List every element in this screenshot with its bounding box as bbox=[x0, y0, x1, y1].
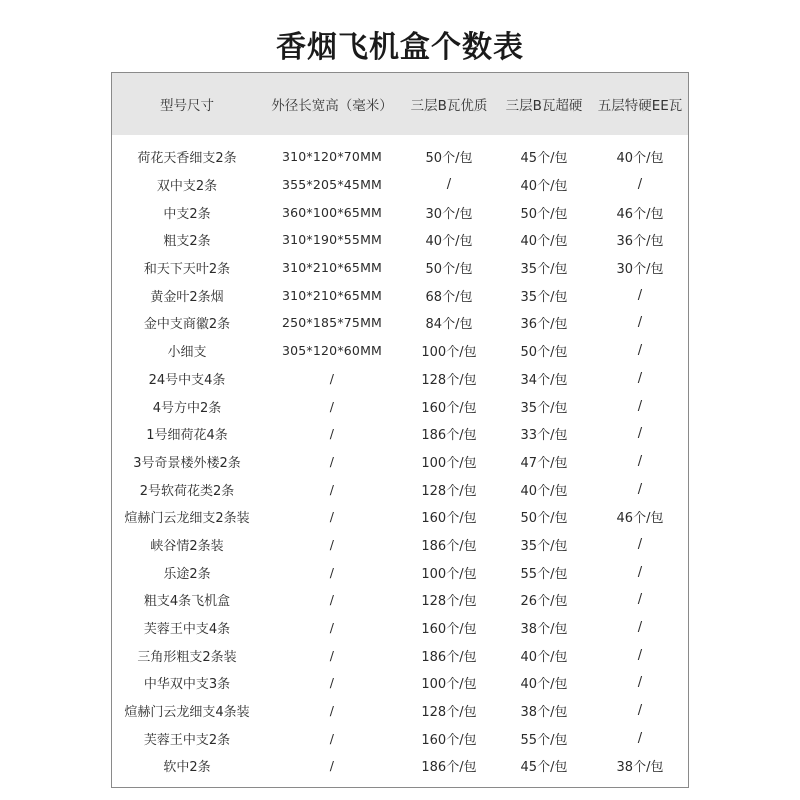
cell-model-size: 小细支 bbox=[167, 345, 207, 361]
cell-model-size: 芙蓉王中支4条 bbox=[143, 622, 231, 638]
cell-3-layer-b-premium: / bbox=[446, 177, 452, 193]
page-title: 香烟飞机盒个数表 bbox=[276, 30, 524, 65]
table-row bbox=[112, 198, 688, 226]
table-row bbox=[112, 531, 688, 559]
cell-3-layer-b-extra-hard: 50个/包 bbox=[520, 206, 568, 222]
cell-outer-dimensions: / bbox=[329, 481, 335, 497]
cell-5-layer-ee-extra-hard: / bbox=[637, 620, 643, 636]
cell-5-layer-ee-extra-hard: / bbox=[637, 675, 643, 691]
table-row bbox=[112, 309, 688, 337]
table-row bbox=[112, 254, 688, 282]
cell-outer-dimensions: / bbox=[329, 647, 335, 663]
cell-5-layer-ee-extra-hard: / bbox=[637, 426, 643, 442]
cell-3-layer-b-extra-hard: 33个/包 bbox=[520, 428, 568, 444]
cell-3-layer-b-extra-hard: 40个/包 bbox=[520, 234, 568, 250]
table-row bbox=[112, 724, 688, 752]
cell-3-layer-b-premium: 100个/包 bbox=[421, 345, 477, 361]
cell-3-layer-b-extra-hard: 34个/包 bbox=[520, 372, 568, 388]
cell-5-layer-ee-extra-hard: / bbox=[637, 536, 643, 552]
cell-3-layer-b-premium: 186个/包 bbox=[421, 538, 477, 554]
cell-outer-dimensions: / bbox=[329, 758, 335, 774]
cell-5-layer-ee-extra-hard: / bbox=[637, 177, 643, 193]
cell-outer-dimensions: / bbox=[329, 620, 335, 636]
cell-5-layer-ee-extra-hard: 38个/包 bbox=[616, 760, 664, 776]
cell-3-layer-b-premium: 30个/包 bbox=[425, 206, 473, 222]
cell-3-layer-b-premium: 100个/包 bbox=[421, 455, 477, 471]
cell-5-layer-ee-extra-hard: / bbox=[637, 343, 643, 359]
cell-3-layer-b-extra-hard: 38个/包 bbox=[520, 705, 568, 721]
cell-outer-dimensions: / bbox=[329, 398, 335, 414]
cell-model-size: 中支2条 bbox=[163, 206, 211, 222]
header-model-size: 型号尺寸 bbox=[160, 98, 214, 114]
cell-3-layer-b-extra-hard: 45个/包 bbox=[520, 151, 568, 167]
cell-3-layer-b-premium: 84个/包 bbox=[425, 317, 473, 333]
cell-3-layer-b-premium: 186个/包 bbox=[421, 649, 477, 665]
cell-3-layer-b-extra-hard: 35个/包 bbox=[520, 400, 568, 416]
cell-outer-dimensions: / bbox=[329, 564, 335, 580]
cell-3-layer-b-premium: 50个/包 bbox=[425, 151, 473, 167]
cell-3-layer-b-premium: 186个/包 bbox=[421, 760, 477, 776]
cell-outer-dimensions: 310*120*70MM bbox=[281, 149, 383, 165]
cell-model-size: 乐途2条 bbox=[163, 566, 211, 582]
cell-5-layer-ee-extra-hard: / bbox=[637, 703, 643, 719]
cell-5-layer-ee-extra-hard: / bbox=[637, 453, 643, 469]
cell-model-size: 2号软荷花类2条 bbox=[139, 483, 235, 499]
table-header-row bbox=[112, 73, 688, 135]
header-5-layer-ee-extra-hard: 五层特硬EE瓦 bbox=[597, 98, 683, 114]
header-3-layer-b-premium: 三层B瓦优质 bbox=[410, 98, 488, 114]
cell-model-size: 3号奇景楼外楼2条 bbox=[133, 455, 241, 471]
cell-outer-dimensions: / bbox=[329, 453, 335, 469]
cell-outer-dimensions: / bbox=[329, 509, 335, 525]
cell-5-layer-ee-extra-hard: / bbox=[637, 647, 643, 663]
table-row bbox=[112, 503, 688, 531]
cell-model-size: 粗支2条 bbox=[163, 234, 211, 250]
table-row bbox=[112, 143, 688, 171]
cell-3-layer-b-extra-hard: 50个/包 bbox=[520, 511, 568, 527]
cell-outer-dimensions: / bbox=[329, 536, 335, 552]
table-row bbox=[112, 558, 688, 586]
cell-outer-dimensions: / bbox=[329, 703, 335, 719]
cell-3-layer-b-premium: 68个/包 bbox=[425, 289, 473, 305]
cell-outer-dimensions: 310*190*55MM bbox=[281, 232, 383, 248]
cell-model-size: 金中支商徽2条 bbox=[143, 317, 231, 333]
table-row bbox=[112, 752, 688, 780]
cell-5-layer-ee-extra-hard: / bbox=[637, 287, 643, 303]
cell-3-layer-b-extra-hard: 45个/包 bbox=[520, 760, 568, 776]
table-row bbox=[112, 392, 688, 420]
cell-model-size: 1号细荷花4条 bbox=[146, 428, 228, 444]
cell-3-layer-b-extra-hard: 35个/包 bbox=[520, 538, 568, 554]
cell-model-size: 煊赫门云龙细支2条装 bbox=[124, 511, 250, 527]
cell-model-size: 芙蓉王中支2条 bbox=[143, 732, 231, 748]
cell-model-size: 24号中支4条 bbox=[148, 372, 226, 388]
cell-5-layer-ee-extra-hard: / bbox=[637, 370, 643, 386]
cell-3-layer-b-extra-hard: 47个/包 bbox=[520, 455, 568, 471]
cell-outer-dimensions: / bbox=[329, 370, 335, 386]
cell-model-size: 4号方中2条 bbox=[152, 400, 222, 416]
table-row bbox=[112, 641, 688, 669]
cell-model-size: 和天下天叶2条 bbox=[143, 262, 231, 278]
cell-3-layer-b-premium: 160个/包 bbox=[421, 511, 477, 527]
cell-5-layer-ee-extra-hard: / bbox=[637, 481, 643, 497]
cell-outer-dimensions: 360*100*65MM bbox=[281, 204, 383, 220]
table-row bbox=[112, 365, 688, 393]
cell-3-layer-b-premium: 100个/包 bbox=[421, 566, 477, 582]
table-row bbox=[112, 614, 688, 642]
cell-3-layer-b-premium: 160个/包 bbox=[421, 400, 477, 416]
table-row bbox=[112, 586, 688, 614]
cell-3-layer-b-premium: 128个/包 bbox=[421, 483, 477, 499]
cell-3-layer-b-extra-hard: 40个/包 bbox=[520, 649, 568, 665]
cell-model-size: 煊赫门云龙细支4条装 bbox=[124, 705, 250, 721]
table-row bbox=[112, 697, 688, 725]
cell-3-layer-b-premium: 100个/包 bbox=[421, 677, 477, 693]
cell-3-layer-b-premium: 186个/包 bbox=[421, 428, 477, 444]
cell-5-layer-ee-extra-hard: / bbox=[637, 564, 643, 580]
table-row bbox=[112, 448, 688, 476]
header-3-layer-b-extra-hard: 三层B瓦超硬 bbox=[505, 98, 583, 114]
cell-3-layer-b-extra-hard: 55个/包 bbox=[520, 732, 568, 748]
cell-3-layer-b-extra-hard: 36个/包 bbox=[520, 317, 568, 333]
cell-outer-dimensions: 355*205*45MM bbox=[281, 177, 383, 193]
table-row bbox=[112, 420, 688, 448]
header-outer-dimensions: 外径长宽高（毫米） bbox=[271, 98, 393, 114]
cell-3-layer-b-extra-hard: 55个/包 bbox=[520, 566, 568, 582]
cell-5-layer-ee-extra-hard: / bbox=[637, 315, 643, 331]
table-row bbox=[112, 281, 688, 309]
cell-5-layer-ee-extra-hard: 46个/包 bbox=[616, 511, 664, 527]
table-row bbox=[112, 226, 688, 254]
cell-3-layer-b-premium: 128个/包 bbox=[421, 372, 477, 388]
table-row bbox=[112, 475, 688, 503]
cell-5-layer-ee-extra-hard: / bbox=[637, 730, 643, 746]
cell-3-layer-b-premium: 128个/包 bbox=[421, 594, 477, 610]
cell-5-layer-ee-extra-hard: 46个/包 bbox=[616, 206, 664, 222]
cell-model-size: 三角形粗支2条装 bbox=[137, 649, 237, 665]
cell-5-layer-ee-extra-hard: 40个/包 bbox=[616, 151, 664, 167]
table-row bbox=[112, 171, 688, 199]
cell-model-size: 粗支4条飞机盒 bbox=[143, 594, 231, 610]
cell-5-layer-ee-extra-hard: / bbox=[637, 398, 643, 414]
cell-outer-dimensions: 250*185*75MM bbox=[281, 315, 383, 331]
table-row bbox=[112, 669, 688, 697]
cell-3-layer-b-extra-hard: 38个/包 bbox=[520, 622, 568, 638]
table-row bbox=[112, 337, 688, 365]
cell-outer-dimensions: 310*210*65MM bbox=[281, 260, 383, 276]
cell-3-layer-b-extra-hard: 35个/包 bbox=[520, 262, 568, 278]
cell-3-layer-b-extra-hard: 40个/包 bbox=[520, 483, 568, 499]
cell-outer-dimensions: / bbox=[329, 730, 335, 746]
cell-3-layer-b-extra-hard: 50个/包 bbox=[520, 345, 568, 361]
cell-3-layer-b-premium: 160个/包 bbox=[421, 622, 477, 638]
cell-outer-dimensions: / bbox=[329, 426, 335, 442]
cell-outer-dimensions: / bbox=[329, 675, 335, 691]
cell-model-size: 荷花天香细支2条 bbox=[137, 151, 237, 167]
cell-3-layer-b-premium: 50个/包 bbox=[425, 262, 473, 278]
cell-5-layer-ee-extra-hard: 36个/包 bbox=[616, 234, 664, 250]
cell-model-size: 双中支2条 bbox=[156, 179, 218, 195]
cell-3-layer-b-extra-hard: 26个/包 bbox=[520, 594, 568, 610]
cell-outer-dimensions: 305*120*60MM bbox=[281, 343, 383, 359]
cell-3-layer-b-extra-hard: 40个/包 bbox=[520, 677, 568, 693]
cell-outer-dimensions: / bbox=[329, 592, 335, 608]
cell-model-size: 中华双中支3条 bbox=[143, 677, 231, 693]
cell-3-layer-b-extra-hard: 35个/包 bbox=[520, 289, 568, 305]
cell-3-layer-b-premium: 40个/包 bbox=[425, 234, 473, 250]
cell-3-layer-b-extra-hard: 40个/包 bbox=[520, 179, 568, 195]
cell-model-size: 黄金叶2条烟 bbox=[150, 289, 224, 305]
cell-5-layer-ee-extra-hard: / bbox=[637, 592, 643, 608]
cell-3-layer-b-premium: 128个/包 bbox=[421, 705, 477, 721]
cell-outer-dimensions: 310*210*65MM bbox=[281, 287, 383, 303]
table-body bbox=[112, 135, 688, 780]
cell-model-size: 峡谷情2条装 bbox=[150, 538, 224, 554]
box-count-table bbox=[111, 72, 689, 788]
cell-5-layer-ee-extra-hard: 30个/包 bbox=[616, 262, 664, 278]
cell-3-layer-b-premium: 160个/包 bbox=[421, 732, 477, 748]
cell-model-size: 软中2条 bbox=[163, 760, 211, 776]
